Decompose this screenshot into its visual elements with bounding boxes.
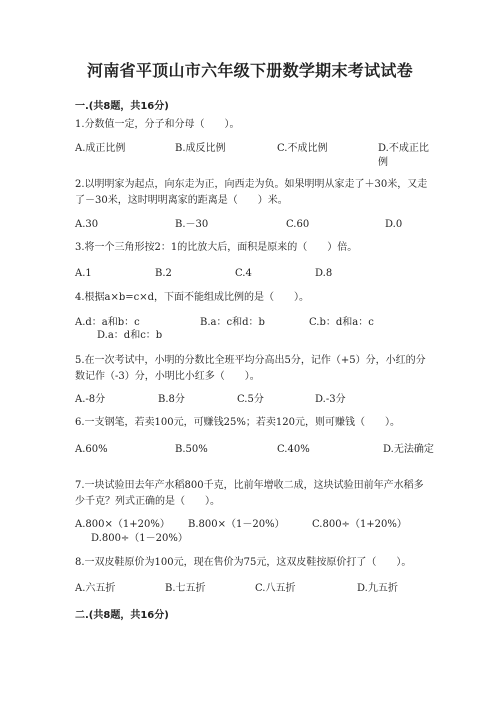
q7-option-b: B.800×（1－20%） — [188, 519, 285, 530]
q8-option-a: A.六五折 — [75, 583, 116, 594]
question-2: 2.以明明家为起点，向东走为正，向西走为负。如果明明从家走了＋30米，又走了－30米，这时明明离家的距离是（ ）米。 — [75, 179, 428, 206]
question-6: 6.一支钢笔，若卖100元，可赚钱25%；若卖120元，则可赚钱（ ）。 — [75, 417, 400, 428]
q7-option-a: A.800×（1+20%） — [75, 519, 170, 530]
q8-option-b: B.七五折 — [165, 583, 206, 594]
section-heading-1: 一.(共8题，共16分) — [75, 101, 169, 112]
q5-option-c: C.5分 — [237, 394, 264, 405]
q4-option-c: C.b：d和a：c — [309, 317, 374, 328]
question-7: 7.一块试验田去年产水稻800千克，比前年增收二成，这块试验田前年产水稻多少千克？列式正确的是（ ）。 — [75, 480, 424, 507]
q5-option-a: A.-8分 — [75, 394, 106, 405]
section-heading-2: 二.(共8题，共16分) — [75, 610, 169, 621]
question-5: 5.在一次考试中，小明的分数比全班平均分高出5分，记作（+5）分，小红的分数记作（-3）分，小明比小红多（ ）。 — [75, 355, 426, 382]
question-8: 8.一双皮鞋原价为100元，现在售价为75元，这双皮鞋按原价打了（ ）。 — [75, 557, 412, 568]
q1-option-a: A.成正比例 — [75, 143, 126, 154]
q1-option-d: D.不成正比例 — [378, 143, 429, 168]
q7-option-d: D.800÷（1－20%） — [91, 533, 188, 544]
question-4: 4.根据a×b=c×d，下面不能组成比例的是（ ）。 — [75, 292, 310, 303]
q2-option-d: D.0 — [385, 219, 403, 230]
q8-option-c: C.八五折 — [255, 583, 296, 594]
q1-option-b: B.成反比例 — [175, 143, 226, 154]
q5-option-d: D.-3分 — [315, 394, 346, 405]
q2-option-c: C.60 — [286, 219, 310, 230]
q2-option-b: B.－30 — [175, 219, 209, 230]
q3-option-a: A.1 — [75, 268, 92, 279]
q8-option-d: D.九五折 — [357, 583, 398, 594]
question-3: 3.将一个三角形按2：1的比放大后，面积是原来的（ ）倍。 — [75, 242, 358, 253]
q7-option-c: C.800÷（1+20%） — [312, 519, 407, 530]
q1-option-c: C.不成比例 — [277, 143, 328, 154]
q3-option-d: D.8 — [315, 268, 333, 279]
q3-option-b: B.2 — [155, 268, 172, 279]
q6-option-a: A.60% — [75, 444, 108, 455]
exam-title: 河南省平顶山市六年级下册数学期末考试试卷 — [86, 61, 413, 80]
q4-option-a: A.d：a和b：c — [75, 317, 140, 328]
q6-option-b: B.50% — [175, 444, 208, 455]
q6-option-c: C.40% — [277, 444, 310, 455]
q4-option-d: D.a：d和c：b — [97, 330, 163, 341]
q2-option-a: A.30 — [75, 219, 99, 230]
question-1: 1.分数值一定，分子和分母（ ）。 — [75, 119, 240, 130]
q6-option-d: D.无法确定 — [383, 444, 434, 455]
q5-option-b: B.8分 — [158, 394, 185, 405]
q3-option-c: C.4 — [235, 268, 252, 279]
q4-option-b: B.a：c和d：b — [200, 317, 265, 328]
